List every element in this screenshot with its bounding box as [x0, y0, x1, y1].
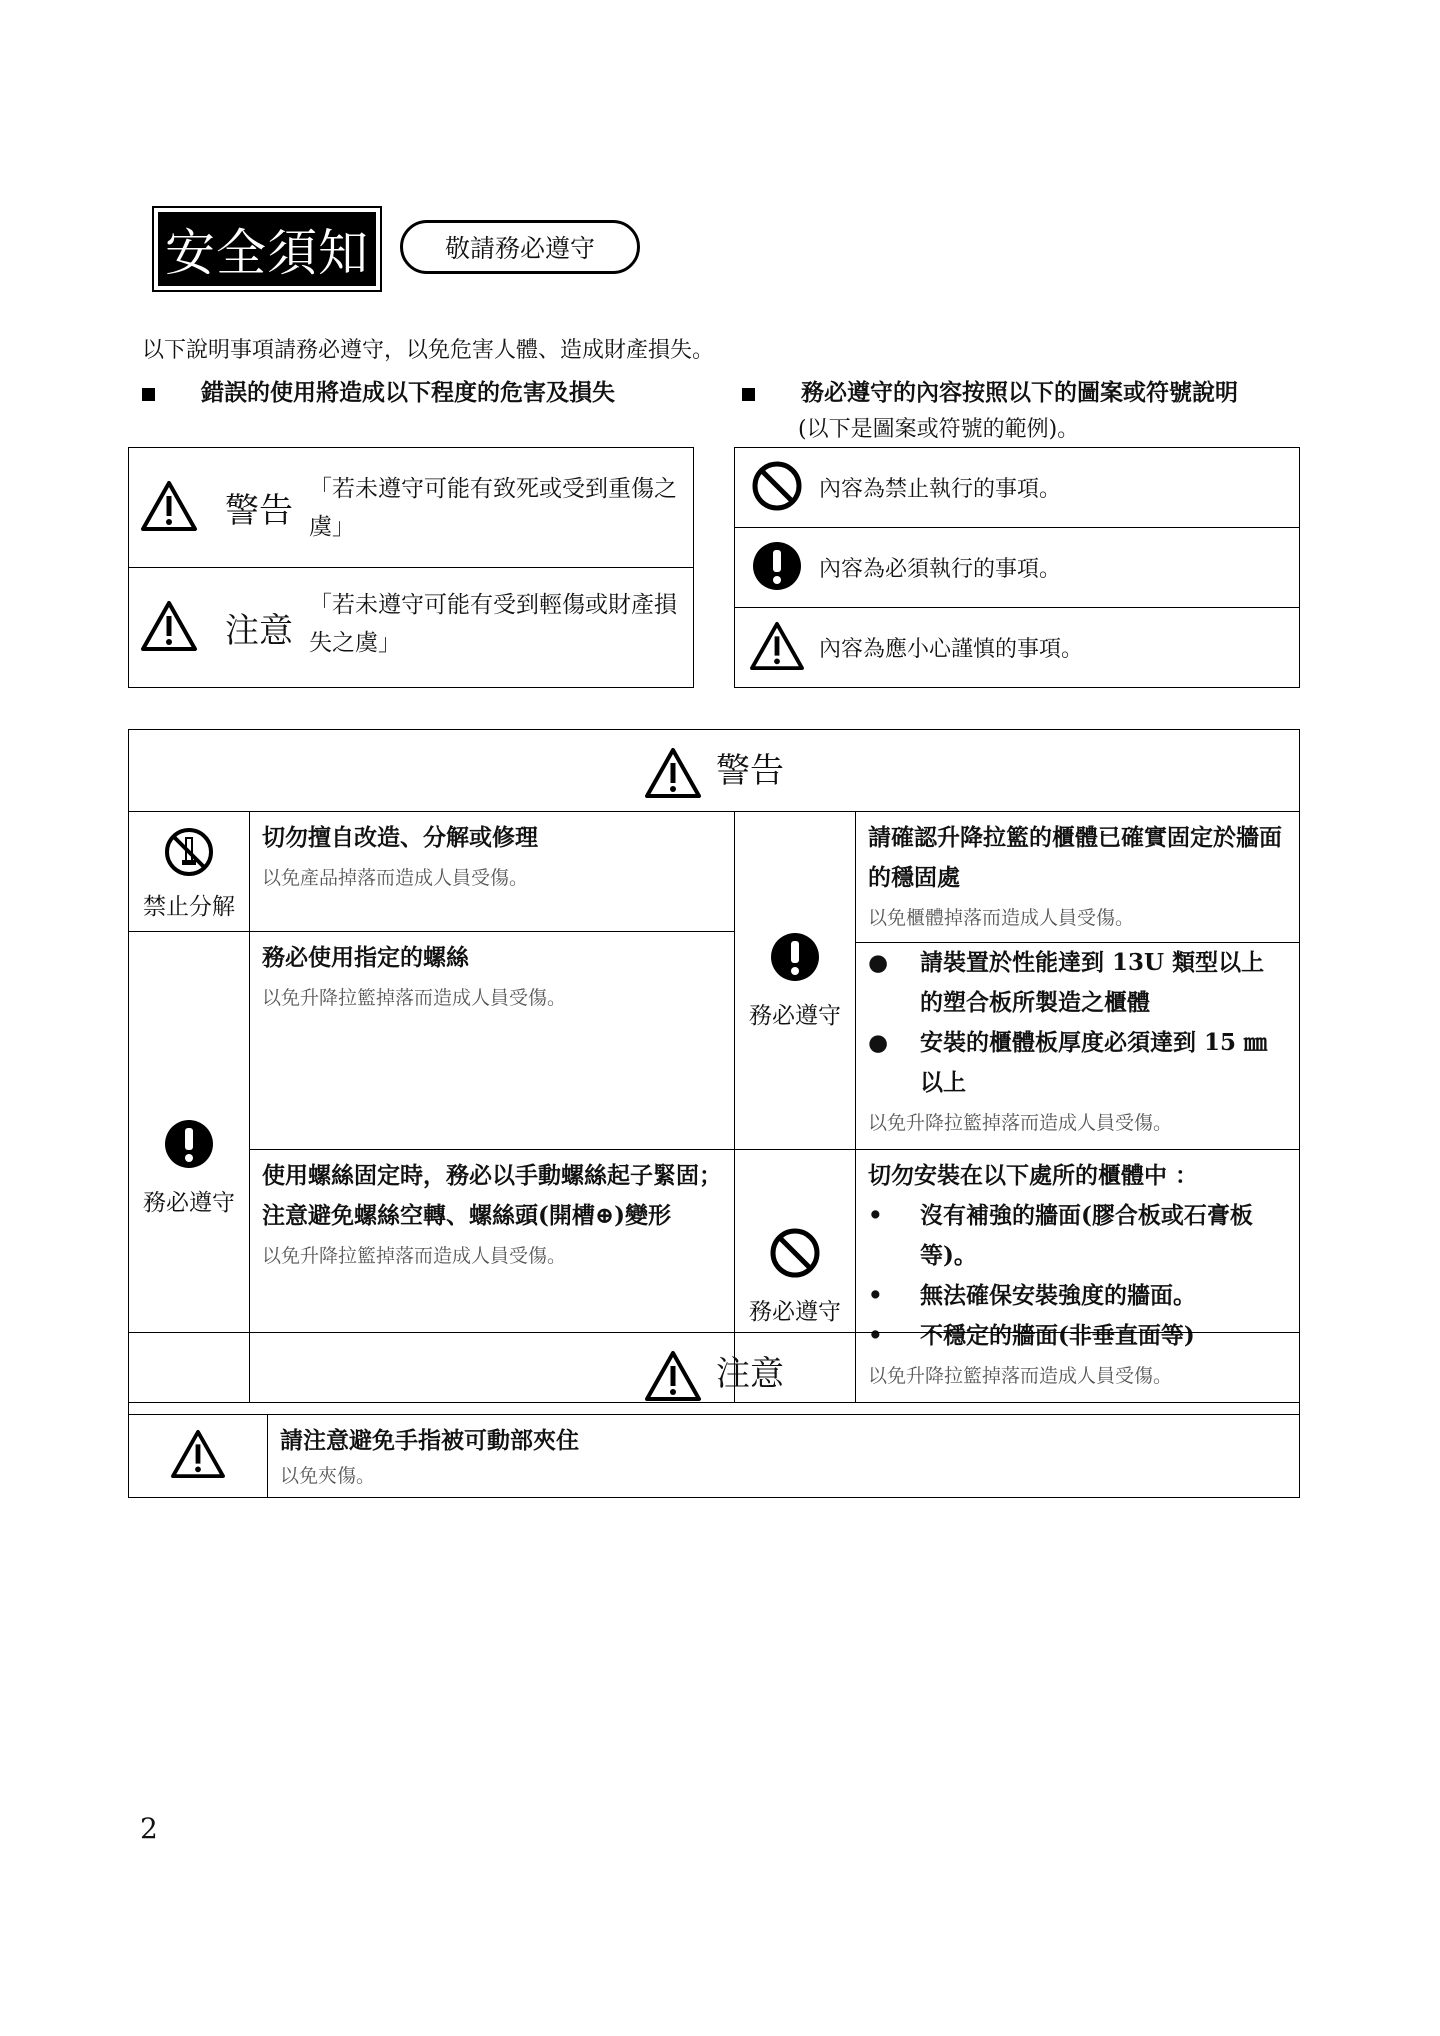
warning-triangle-icon	[644, 747, 702, 799]
symbol-row	[735, 528, 1300, 608]
item-note: 以免櫃體掉落而造成人員受傷。	[868, 907, 1135, 929]
list-item: • 沒有補強的牆面(膠合板或石膏板等)。	[868, 1196, 1287, 1276]
caution-triangle-icon	[140, 600, 198, 652]
item-title: 切勿擅自改造、分解或修理	[262, 824, 538, 851]
warning-header-row	[129, 730, 1300, 812]
caution-triangle-icon	[170, 1429, 226, 1479]
warning-triangle-icon	[140, 480, 198, 532]
warning-table	[128, 729, 1300, 1403]
item-title: 請確認升降拉籃的櫃體已確實固定於牆面的穩固處	[868, 824, 1282, 891]
prohibit-icon	[769, 1227, 821, 1279]
symbol-row	[735, 448, 1300, 528]
prohibit-icon	[751, 460, 803, 512]
severity-row-caution	[129, 568, 694, 688]
severity-label-caution: 注意	[209, 568, 309, 688]
list-item: • 不穩定的牆面(非垂直面等)	[868, 1316, 1287, 1356]
severity-label-warning: 警告	[209, 448, 309, 568]
left-heading-row	[142, 374, 615, 407]
item-note: 以免升降拉籃掉落而造成人員受傷。	[262, 1245, 567, 1267]
right-heading: 務必遵守的內容按照以下的圖案或符號說明	[801, 379, 1239, 406]
icon-label-mandatory: 務必遵守	[749, 1003, 841, 1029]
caution-title: 注意	[716, 1353, 784, 1394]
severity-table	[128, 447, 694, 688]
item-note: 以免升降拉籃掉落而造成人員受傷。	[262, 987, 567, 1009]
bullet-dot-icon: •	[868, 1282, 883, 1309]
icon-label-mandatory: 務必遵守	[749, 1298, 841, 1325]
right-subheading: (以下是圖案或符號的範例)。	[798, 417, 1080, 442]
bullet-list	[868, 943, 1287, 1103]
no-disassembly-icon	[163, 826, 215, 878]
symbol-text: 內容為必須執行的事項。	[819, 528, 1300, 608]
severity-text-warning: 「若未遵守可能有致死或受到重傷之虞」	[309, 448, 694, 568]
list-item: ● 安裝的櫃體板厚度必須達到 15 ㎜以上	[868, 1023, 1287, 1103]
item-title: 使用螺絲固定時，務必以手動螺絲起子緊固；注意避免螺絲空轉、螺絲頭(開槽⊕)變形	[262, 1162, 722, 1229]
caution-table	[128, 1332, 1300, 1498]
item-title: 請注意避免手指被可動部夾住	[280, 1427, 579, 1454]
title-box	[152, 206, 382, 292]
page-title: 安全須知	[158, 212, 376, 286]
icon-label-mandatory: 務必遵守	[143, 1189, 235, 1216]
item-title: 務必使用指定的螺絲	[262, 944, 469, 971]
square-bullet-icon	[142, 388, 155, 401]
warning-row	[129, 812, 1300, 932]
list-item: ● 請裝置於性能達到 13U 類型以上的塑合板所製造之櫃體	[868, 943, 1287, 1023]
item-note: 以免升降拉籃掉落而造成人員受傷。	[868, 1112, 1173, 1134]
icon-label-no-disassembly: 禁止分解	[143, 894, 235, 920]
item-note: 以免升降拉籃掉落而造成人員受傷。	[868, 1365, 1173, 1387]
intro-text: 以下說明事項請務必遵守，以免危害人體、造成財產損失。	[142, 338, 715, 363]
mandatory-icon	[769, 931, 821, 983]
caution-header-row	[129, 1333, 1300, 1415]
item-note: 以免產品掉落而造成人員受傷。	[262, 867, 529, 889]
mandatory-icon	[163, 1118, 215, 1170]
warning-header	[129, 730, 1300, 812]
bullet-dot-icon: •	[868, 1202, 883, 1229]
list-item: • 無法確保安裝強度的牆面。	[868, 1276, 1287, 1316]
caution-triangle-icon	[644, 1350, 702, 1402]
item-note: 以免夾傷。	[280, 1465, 376, 1487]
item-title: 切勿安裝在以下處所的櫃體中 ：	[868, 1162, 1199, 1189]
symbol-text: 內容為禁止執行的事項。	[819, 448, 1300, 528]
warning-title: 警告	[716, 750, 784, 791]
right-heading-row	[742, 374, 1238, 407]
must-follow-badge: 敬請務必遵守	[400, 220, 640, 274]
caution-header	[129, 1333, 1300, 1415]
page-number: 2	[140, 1812, 158, 1845]
bullet-dot-icon: •	[868, 1322, 883, 1349]
bullet-dot-icon: ●	[868, 1029, 889, 1056]
left-heading: 錯誤的使用將造成以下程度的危害及損失	[201, 379, 616, 406]
bullet-dot-icon: ●	[868, 949, 889, 976]
symbol-row	[735, 608, 1300, 688]
severity-row-warning	[129, 448, 694, 568]
severity-text-caution: 「若未遵守可能有受到輕傷或財產損失之虞」	[309, 568, 694, 688]
caution-row	[129, 1415, 1300, 1498]
mandatory-icon	[751, 540, 803, 592]
symbol-table	[734, 447, 1300, 688]
square-bullet-icon	[742, 388, 755, 401]
caution-triangle-icon	[749, 621, 805, 671]
symbol-text: 內容為應小心謹慎的事項。	[819, 608, 1300, 688]
